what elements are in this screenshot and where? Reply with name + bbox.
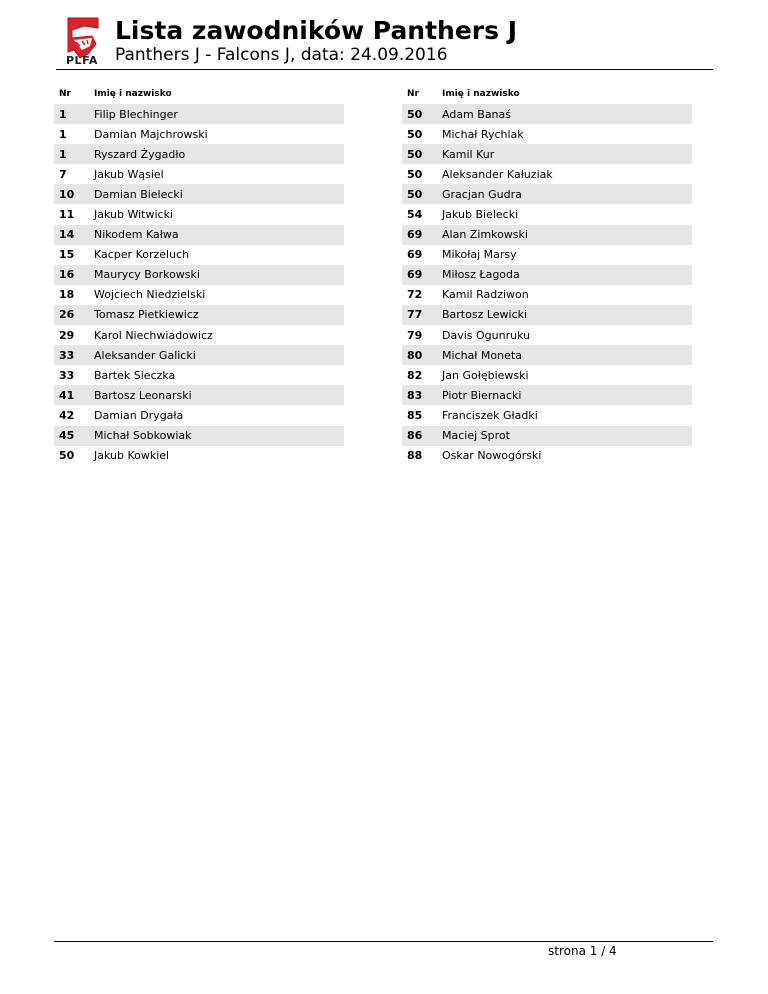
- player-row: [54, 144, 344, 164]
- player-row: [54, 104, 344, 124]
- player-row: [54, 426, 344, 446]
- player-name: Kamil Kur: [442, 147, 495, 161]
- page-number: strona 1 / 4: [548, 944, 617, 958]
- player-number: 42: [59, 408, 75, 422]
- player-row: [402, 204, 692, 224]
- player-number: 69: [407, 268, 423, 282]
- player-row: [402, 325, 692, 345]
- player-row: [54, 164, 344, 184]
- player-number: 50: [407, 167, 423, 181]
- player-name: Maciej Sprot: [442, 429, 510, 443]
- player-name: Jakub Wąsiel: [94, 167, 164, 181]
- logo-text: PLFA: [66, 54, 98, 67]
- player-list: [402, 104, 692, 466]
- footer-divider: [54, 941, 713, 942]
- player-number: 79: [407, 328, 423, 342]
- player-name: Mikołaj Marsy: [442, 248, 517, 262]
- player-row: [54, 446, 344, 466]
- player-number: 33: [59, 368, 75, 382]
- player-number: 88: [407, 449, 423, 463]
- player-number: 7: [59, 167, 67, 181]
- player-row: [402, 426, 692, 446]
- player-row: [402, 285, 692, 305]
- roster-table-right: [402, 85, 692, 466]
- player-number: 1: [59, 127, 67, 141]
- player-number: 77: [407, 308, 423, 322]
- player-name: Kacper Korzeluch: [94, 248, 190, 262]
- player-row: [402, 225, 692, 245]
- player-name: Jakub Witwicki: [94, 208, 173, 222]
- player-number: 11: [59, 208, 75, 222]
- player-name: Piotr Biernacki: [442, 388, 522, 402]
- player-name: Jakub Bielecki: [442, 208, 519, 222]
- player-name: Damian Majchrowski: [94, 127, 208, 141]
- player-number: 50: [59, 449, 75, 463]
- player-name: Michał Rychlak: [442, 127, 524, 141]
- column-header-nr: Nr: [59, 89, 71, 99]
- match-subtitle: Panthers J - Falcons J, data: 24.09.2016: [115, 45, 448, 65]
- player-row: [402, 124, 692, 144]
- player-name: Aleksander Galicki: [94, 348, 196, 362]
- player-row: [402, 305, 692, 325]
- player-number: 50: [407, 147, 423, 161]
- player-number: 72: [407, 288, 423, 302]
- player-row: [402, 265, 692, 285]
- player-name: Bartosz Leonarski: [94, 388, 192, 402]
- player-name: Damian Bielecki: [94, 187, 183, 201]
- player-name: Kamil Radziwon: [442, 288, 529, 302]
- player-row: [402, 345, 692, 365]
- player-name: Adam Banaś: [442, 107, 511, 121]
- player-row: [402, 184, 692, 204]
- player-row: [402, 144, 692, 164]
- player-name: Michał Sobkowiak: [94, 429, 192, 443]
- player-name: Maurycy Borkowski: [94, 268, 200, 282]
- player-number: 86: [407, 429, 423, 443]
- player-name: Karol Niechwiadowicz: [94, 328, 213, 342]
- player-number: 10: [59, 187, 75, 201]
- player-row: [54, 385, 344, 405]
- table-header: [402, 85, 692, 103]
- player-row: [402, 164, 692, 184]
- player-number: 26: [59, 308, 75, 322]
- table-header: [54, 85, 344, 103]
- page-title: Lista zawodników Panthers J: [115, 16, 518, 45]
- player-number: 29: [59, 328, 75, 342]
- player-name: Aleksander Kałuziak: [442, 167, 553, 181]
- player-row: [54, 325, 344, 345]
- player-number: 1: [59, 147, 67, 161]
- player-name: Bartek Sieczka: [94, 368, 176, 382]
- player-number: 18: [59, 288, 75, 302]
- player-number: 80: [407, 348, 423, 362]
- player-name: Michał Moneta: [442, 348, 522, 362]
- player-row: [54, 365, 344, 385]
- player-row: [54, 405, 344, 425]
- player-number: 14: [59, 228, 75, 242]
- player-name: Oskar Nowogórski: [442, 449, 542, 463]
- roster-table-left: [54, 85, 344, 466]
- player-number: 15: [59, 248, 75, 262]
- player-number: 50: [407, 187, 423, 201]
- player-name: Jan Gołębiewski: [442, 368, 529, 382]
- header-divider: [56, 69, 713, 70]
- player-name: Franciszek Gładki: [442, 408, 538, 422]
- player-row: [54, 305, 344, 325]
- player-number: 83: [407, 388, 423, 402]
- player-row: [54, 225, 344, 245]
- player-name: Bartosz Lewicki: [442, 308, 528, 322]
- player-name: Wojciech Niedzielski: [94, 288, 206, 302]
- player-number: 69: [407, 248, 423, 262]
- player-number: 69: [407, 228, 423, 242]
- player-number: 85: [407, 408, 423, 422]
- column-header-name: Imię i nazwisko: [442, 89, 520, 99]
- player-number: 82: [407, 368, 423, 382]
- player-row: [402, 385, 692, 405]
- player-row: [54, 285, 344, 305]
- player-number: 50: [407, 127, 423, 141]
- player-row: [54, 345, 344, 365]
- player-row: [402, 104, 692, 124]
- player-row: [402, 446, 692, 466]
- player-name: Jakub Kowkiel: [94, 449, 170, 463]
- player-name: Filip Blechinger: [94, 107, 178, 121]
- player-name: Davis Ogunruku: [442, 328, 531, 342]
- player-name: Damian Drygała: [94, 408, 184, 422]
- player-name: Gracjan Gudra: [442, 187, 522, 201]
- player-number: 16: [59, 268, 75, 282]
- player-name: Ryszard Żygadło: [94, 147, 186, 161]
- player-name: Nikodem Kałwa: [94, 228, 179, 242]
- player-number: 1: [59, 107, 67, 121]
- player-row: [402, 245, 692, 265]
- column-header-nr: Nr: [407, 89, 419, 99]
- player-number: 54: [407, 208, 423, 222]
- player-number: 33: [59, 348, 75, 362]
- player-name: Tomasz Pietkiewicz: [94, 308, 199, 322]
- player-row: [54, 124, 344, 144]
- column-header-name: Imię i nazwisko: [94, 89, 172, 99]
- player-name: Miłosz Łagoda: [442, 268, 520, 282]
- player-row: [402, 405, 692, 425]
- player-row: [54, 265, 344, 285]
- player-number: 41: [59, 388, 75, 402]
- player-list: [54, 104, 344, 466]
- player-number: 45: [59, 429, 75, 443]
- player-row: [54, 245, 344, 265]
- player-number: 50: [407, 107, 423, 121]
- player-row: [54, 184, 344, 204]
- player-name: Alan Zimkowski: [442, 228, 528, 242]
- player-row: [402, 365, 692, 385]
- player-row: [54, 204, 344, 224]
